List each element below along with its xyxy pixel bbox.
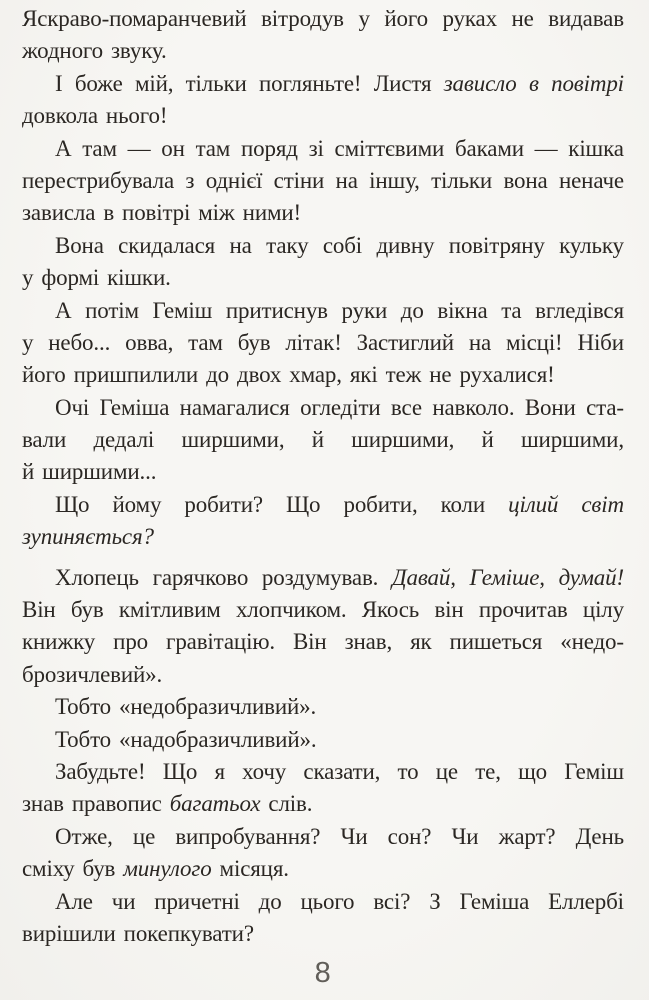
text-word: дивну [376, 232, 435, 258]
text-line [22, 38, 624, 70]
text-word: на [468, 329, 492, 355]
text-word: хочу [242, 758, 287, 784]
text-word: вгледівся [535, 297, 624, 323]
text-word: то [397, 758, 419, 784]
text-word: Тобто [55, 694, 112, 720]
text-word: Хлопець [55, 564, 139, 590]
text-word: — [127, 135, 151, 161]
paragraph [22, 727, 624, 759]
text-word: до [206, 362, 230, 388]
text-word: ширшими... [42, 459, 157, 485]
paragraph [22, 889, 624, 954]
text-word: вирішили [22, 920, 116, 946]
text-word: до [400, 297, 424, 323]
text-word: в [103, 200, 115, 226]
text-line [22, 103, 624, 135]
text-word: ста- [586, 394, 624, 420]
page-text [22, 6, 624, 953]
text-word: ширшими, [520, 427, 624, 453]
text-word: Він [22, 597, 56, 623]
text-word: всі? [373, 888, 411, 914]
text-word: навколо. [432, 394, 515, 420]
page-number: 8 [314, 957, 332, 990]
text-word: це [132, 823, 156, 849]
text-word: там [188, 329, 223, 355]
text-word: літак! [285, 329, 342, 355]
text-word: його [384, 6, 428, 31]
text-word: йому [112, 491, 162, 517]
text-word: які [349, 362, 378, 388]
text-line [22, 330, 624, 362]
text-word: теж [385, 362, 422, 388]
text-word: потім [85, 297, 139, 323]
text-word: жарт? [498, 823, 556, 849]
paragraph [22, 71, 624, 136]
text-word: місяця. [219, 856, 289, 882]
text-word: Що [286, 491, 321, 517]
text-word: все [390, 394, 422, 420]
text-line [22, 565, 624, 597]
text-word: вали [22, 427, 67, 453]
text-word: хлопчиком. [235, 597, 347, 623]
text-line [22, 362, 624, 394]
text-line [22, 727, 624, 759]
text-word: Яскраво-помаранчевий [22, 6, 247, 31]
text-word: з [185, 167, 195, 193]
text-word: минулого [123, 856, 212, 882]
text-word: там [82, 135, 117, 161]
text-word: повітрі [122, 200, 191, 226]
text-line [22, 298, 624, 330]
paragraph [22, 694, 624, 726]
text-word: видавав [548, 6, 624, 31]
paragraph [22, 136, 624, 233]
text-word: слів. [268, 791, 313, 817]
text-word: жодного [22, 38, 103, 64]
page-footer [22, 959, 624, 988]
text-word: зависло [443, 70, 517, 96]
text-line [22, 824, 624, 856]
text-word: Еллербі [548, 888, 624, 914]
text-word: між [198, 200, 235, 226]
text-word: про [113, 629, 149, 655]
text-word: був [82, 856, 116, 882]
text-word: на [335, 167, 358, 193]
text-word: А [55, 135, 72, 161]
paragraph [22, 492, 624, 557]
text-word: А [55, 297, 72, 323]
text-line [22, 791, 624, 823]
text-word: книжку [22, 629, 96, 655]
text-word: зі [308, 135, 324, 161]
text-word: он [161, 135, 185, 161]
text-word: випробування? [175, 823, 321, 849]
text-word: й [311, 427, 324, 453]
text-word: гарячково [152, 564, 249, 590]
text-word: кішка [568, 135, 624, 161]
text-line [22, 168, 624, 200]
text-word: іншу, [369, 167, 420, 193]
text-word: Але [55, 888, 93, 914]
text-word: Геміша [99, 394, 170, 420]
text-line [22, 395, 624, 427]
text-word: Що [162, 758, 198, 784]
text-line [22, 459, 624, 491]
text-word: вона [503, 167, 548, 193]
text-word: повітряну [448, 232, 545, 258]
text-line [22, 629, 624, 661]
text-word: Забудьте! [55, 758, 146, 784]
text-line [22, 233, 624, 265]
text-word: ними! [242, 200, 302, 226]
text-word: таку [266, 232, 309, 258]
text-word: багатьох [169, 791, 261, 817]
text-line [22, 921, 624, 953]
text-word: стіни [273, 167, 325, 193]
text-word: причетні [154, 888, 240, 914]
text-word: руках [442, 6, 497, 31]
text-word: перестрибувала [22, 167, 175, 193]
text-word: ширшими, [181, 427, 285, 453]
text-word: «надобразичливий». [119, 726, 317, 752]
text-word: був [237, 329, 271, 355]
text-word: пишеться [449, 629, 543, 655]
text-word: небо... [48, 329, 111, 355]
text-word: Давай, [391, 564, 456, 590]
text-word: З [429, 888, 441, 914]
text-word: в [528, 70, 539, 96]
text-word: рухалися! [459, 362, 555, 388]
text-word: був [70, 597, 104, 623]
text-word: Застиглий [356, 329, 454, 355]
text-word: як [410, 629, 432, 655]
text-line [22, 427, 624, 459]
text-word: Чи [451, 823, 479, 849]
text-word: Тобто [55, 726, 112, 752]
text-word: не [511, 6, 534, 31]
text-word: світ [581, 491, 624, 517]
paragraph [22, 233, 624, 298]
text-word: на [229, 232, 252, 258]
text-word: дедалі [93, 427, 155, 453]
text-word: формі [41, 265, 100, 291]
text-line [22, 6, 624, 38]
text-line [22, 492, 624, 524]
text-word: День [575, 823, 624, 849]
text-word: огледіти [300, 394, 381, 420]
text-word: я [214, 758, 225, 784]
paragraph [22, 6, 624, 71]
text-word: довкола [22, 103, 98, 129]
text-word: поряд [240, 135, 298, 161]
paragraph [22, 298, 624, 395]
paragraph [22, 565, 624, 695]
text-word: не [429, 362, 452, 388]
text-line [22, 265, 624, 297]
text-word: Ніби [577, 329, 624, 355]
text-word: цілий [508, 491, 559, 517]
text-word: робити? [184, 491, 263, 517]
text-word: зупиняється? [22, 524, 154, 550]
text-word: Вони [524, 394, 576, 420]
text-word: він [434, 597, 464, 623]
text-word: повітрі [551, 70, 624, 96]
text-word: Якось [361, 597, 420, 623]
text-line [22, 856, 624, 888]
paragraph [22, 395, 624, 492]
text-word: Що [55, 491, 90, 517]
text-word: Очі [55, 394, 90, 420]
text-word: та [501, 297, 522, 323]
text-word: баками [454, 135, 524, 161]
text-word: тільки [185, 70, 247, 96]
text-word: ширшими, [351, 427, 455, 453]
text-word: неначе [558, 167, 624, 193]
text-word: брозичлевий». [22, 661, 163, 687]
text-word: Вона [55, 232, 104, 258]
text-word: Геміш [152, 297, 213, 323]
text-word: пришпилили [73, 362, 199, 388]
text-word: Геміша [459, 888, 530, 914]
text-word: тільки [431, 167, 493, 193]
text-word: хмар, [289, 362, 342, 388]
text-word: гравітацію. [166, 629, 275, 655]
text-word: сміху [22, 856, 75, 882]
text-word: сказати, [303, 758, 381, 784]
text-word: — [534, 135, 558, 161]
text-word: вітродув [261, 6, 344, 31]
text-word: однієї [205, 167, 263, 193]
text-line [22, 759, 624, 791]
text-word: Геміш [564, 758, 624, 784]
text-line [22, 71, 624, 103]
text-word: прочитав [478, 597, 568, 623]
text-word: скидалася [118, 232, 216, 258]
text-word: І [55, 70, 63, 96]
text-word: двох [237, 362, 282, 388]
text-word: Він [292, 629, 327, 655]
text-word: руки [341, 297, 388, 323]
text-word: мій, [134, 70, 174, 96]
text-word: коли [440, 491, 486, 517]
text-word: боже [74, 70, 123, 96]
text-word: у [22, 329, 34, 355]
text-word: робити, [343, 491, 418, 517]
text-line [22, 136, 624, 168]
text-word: кульку [559, 232, 624, 258]
text-word: Листя [373, 70, 432, 96]
text-word: Чи [340, 823, 368, 849]
text-word: й [22, 459, 35, 485]
text-word: цілу [582, 597, 624, 623]
text-word: вікна [437, 297, 488, 323]
text-word: зависла [22, 200, 96, 226]
text-word: овва, [125, 329, 174, 355]
text-word: звуку. [110, 38, 167, 64]
text-word: роздумував. [261, 564, 379, 590]
text-word: місці! [505, 329, 563, 355]
text-line [22, 200, 624, 232]
text-word: його [22, 362, 66, 388]
text-word: кмітливим [118, 597, 221, 623]
text-word: правопис [71, 791, 162, 817]
text-word: у [358, 6, 370, 31]
paragraph [22, 759, 624, 824]
text-word: кішки. [107, 265, 171, 291]
text-line [22, 597, 624, 629]
text-word: цього [300, 888, 355, 914]
text-word: «недо- [560, 629, 624, 655]
text-word: намагалися [179, 394, 290, 420]
text-word: «недобразичливий». [119, 694, 317, 720]
text-word: до [258, 888, 282, 914]
text-word: думай! [558, 564, 624, 590]
text-word: знав [22, 791, 64, 817]
text-word: покепкувати? [123, 920, 254, 946]
text-line [22, 889, 624, 921]
text-line [22, 694, 624, 726]
text-word: нього! [105, 103, 168, 129]
text-word: собі [322, 232, 363, 258]
text-word: що [518, 758, 547, 784]
text-word: сон? [387, 823, 432, 849]
text-word: погляньте! [258, 70, 362, 96]
text-word: знав, [344, 629, 393, 655]
text-word: Отже, [55, 823, 113, 849]
text-line [22, 524, 624, 556]
text-word: притиснув [225, 297, 328, 323]
text-word: й [481, 427, 494, 453]
paragraph [22, 824, 624, 889]
text-word: сміттєвими [334, 135, 445, 161]
text-word: у [22, 265, 34, 291]
text-word: Геміше, [469, 564, 545, 590]
text-word: це [435, 758, 458, 784]
text-word: чи [111, 888, 136, 914]
text-word: те, [475, 758, 501, 784]
text-word: там [195, 135, 231, 161]
text-line [22, 662, 624, 694]
